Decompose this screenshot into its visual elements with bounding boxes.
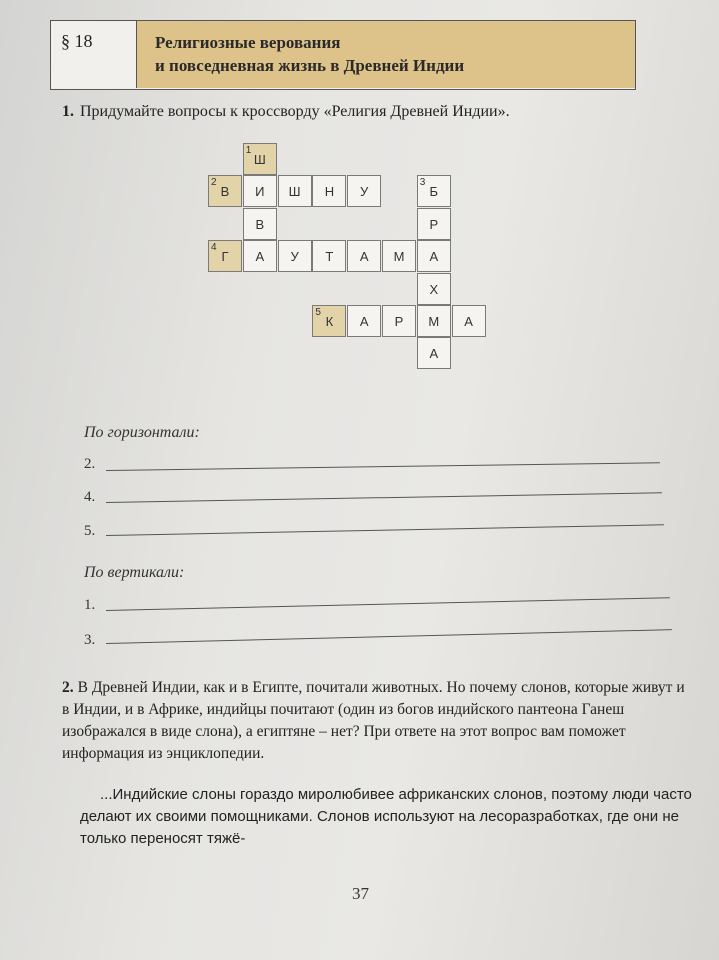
crossword-letter: В — [255, 216, 265, 232]
crossword-letter: Ш — [253, 152, 266, 167]
crossword-letter: Р — [429, 216, 439, 232]
crossword-letter: В — [220, 184, 230, 200]
crossword-clue-number: 1 — [245, 145, 252, 156]
crossword-cell[interactable] — [243, 143, 277, 175]
crossword-letter: Х — [429, 281, 439, 297]
crossword-cell[interactable] — [347, 175, 381, 207]
crossword-letter: А — [464, 314, 473, 329]
crossword-cell[interactable] — [347, 305, 381, 337]
answer-number-v3: 3. — [84, 632, 96, 648]
crossword-cell[interactable] — [452, 305, 486, 337]
crossword-cell[interactable] — [417, 337, 451, 369]
crossword-clue-number: 4 — [211, 242, 217, 254]
crossword-letter: А — [255, 249, 265, 265]
task-2-number: 2. — [62, 679, 74, 696]
task-1-number: 1. — [62, 103, 74, 120]
crossword-cell[interactable] — [278, 240, 312, 272]
crossword-cell[interactable] — [312, 240, 346, 272]
crossword-cell[interactable] — [417, 305, 451, 337]
crossword-cell[interactable] — [347, 240, 381, 272]
crossword-cell[interactable] — [382, 240, 416, 272]
crossword-letter: А — [429, 346, 439, 362]
crossword-cell[interactable] — [208, 240, 242, 272]
section-title — [155, 31, 464, 77]
answer-number-v1: 1. — [84, 597, 96, 613]
crossword-cell[interactable] — [382, 305, 416, 337]
crossword-letter: И — [255, 184, 265, 200]
section-title-line2: и повседневная жизнь в Древней Индии — [155, 56, 465, 75]
answer-number-h2: 2. — [84, 456, 96, 472]
horizontal-label: По горизонтали: — [84, 424, 200, 441]
crossword-letter: А — [359, 314, 369, 329]
crossword-cell[interactable] — [312, 175, 346, 207]
task-2-text: В Древней Индии, как и в Египте, почитали животных. Но почему слонов, которые живут и в Индии, и в Африке, индийцы почитают (один из богов индийского пантеона Ганеш изображался в виде слона), а египтяне – нет? При ответе на этот вопрос вам поможет информация из энциклопедии. — [62, 679, 685, 762]
crossword-cell[interactable] — [417, 273, 451, 305]
answer-line-h4[interactable] — [106, 492, 662, 503]
crossword-cell[interactable] — [243, 175, 277, 207]
answer-number-h4: 4. — [84, 489, 96, 505]
answer-number-h5: 5. — [84, 523, 96, 539]
crossword-cell[interactable] — [417, 208, 451, 240]
crossword-cell[interactable] — [243, 240, 277, 272]
crossword-letter: Н — [324, 184, 335, 200]
answer-line-v1[interactable] — [106, 597, 670, 611]
crossword-cell[interactable] — [243, 208, 277, 240]
vertical-label: По вертикали: — [84, 564, 185, 581]
task-2 — [62, 677, 694, 765]
crossword-letter: Т — [325, 249, 334, 265]
answer-line-v3[interactable] — [106, 629, 672, 644]
section-number: § 18 — [51, 21, 137, 88]
crossword-letter: У — [290, 249, 299, 265]
crossword-letter: Б — [429, 184, 439, 200]
crossword-cell[interactable] — [417, 175, 451, 207]
crossword-letter: Р — [394, 314, 404, 329]
crossword-letter: У — [360, 184, 369, 200]
crossword-letter: Ш — [288, 184, 301, 200]
crossword-letter: К — [325, 314, 334, 329]
page-number: 37 — [352, 884, 369, 903]
crossword-letter: А — [359, 249, 369, 265]
crossword-letter: М — [393, 249, 405, 265]
crossword-clue-number: 5 — [315, 307, 321, 318]
crossword-cell[interactable] — [278, 175, 312, 207]
crossword-letter: М — [428, 314, 440, 329]
encyclopedia-excerpt: ...Индийские слоны гораздо миролюбивее африканских слонов, поэтому люди часто делают их своими помощниками. Слонов используют на лесоразработках, где они не только переносят тяжё- — [80, 786, 692, 847]
task-1-text: Придумайте вопросы к кроссворду «Религия Древней Индии». — [80, 103, 510, 120]
crossword-cell[interactable] — [417, 240, 451, 272]
crossword-letter: Г — [221, 249, 229, 265]
section-title-line1: Религиозные верования — [155, 33, 341, 52]
crossword-cell[interactable] — [208, 175, 242, 207]
answer-line-h5[interactable] — [106, 524, 664, 536]
crossword-letter: А — [429, 249, 439, 265]
crossword-clue-number: 3 — [419, 177, 426, 189]
crossword-clue-number: 2 — [211, 177, 217, 189]
section-header — [50, 20, 636, 90]
answer-line-h2[interactable] — [106, 462, 660, 471]
task-1 — [62, 103, 510, 121]
crossword-cell[interactable] — [312, 305, 346, 337]
